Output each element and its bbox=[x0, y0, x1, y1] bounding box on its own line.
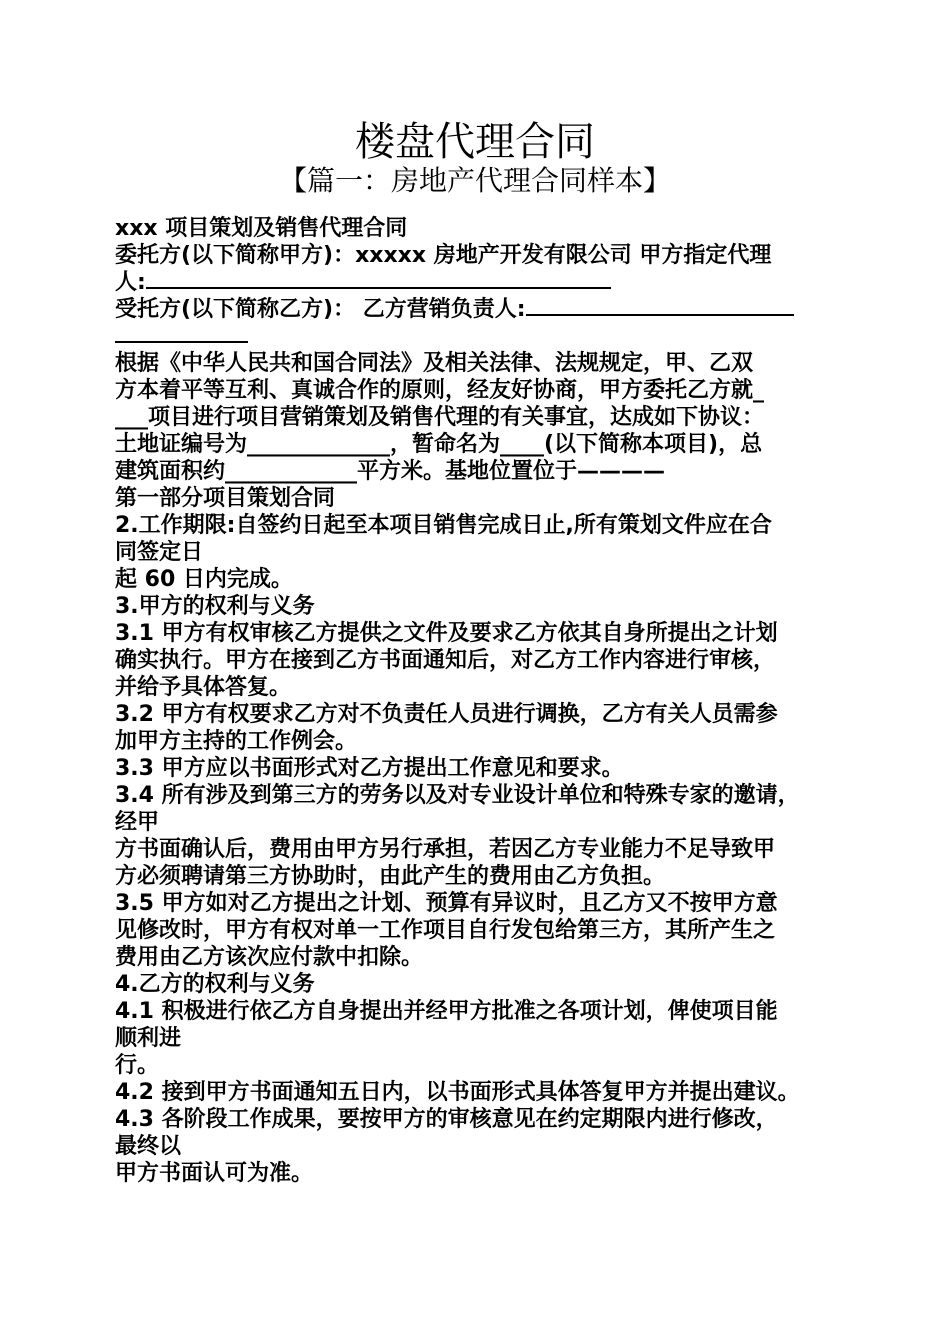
body-line: 委托方(以下简称甲方)：xxxxx 房地产开发有限公司 甲方指定代理 bbox=[115, 243, 772, 268]
body-line: 行。 bbox=[115, 1053, 160, 1078]
section-heading: 3.甲方的权利与义务 bbox=[115, 594, 315, 619]
body-line: 方本着平等互利、真诚合作的原则，经友好协商，甲方委托乙方就_ bbox=[115, 378, 765, 403]
body-line: 3.3 甲方应以书面形式对乙方提出工作意见和要求。 bbox=[115, 756, 624, 781]
body-line: 建筑面积约____________平方米。基地位置位于———— bbox=[115, 459, 666, 484]
section-heading: 4.乙方的权利与义务 bbox=[115, 972, 315, 997]
body-line: 受托方(以下简称乙方)： 乙方营销负责人: bbox=[115, 296, 855, 323]
body-line: 3.5 甲方如对乙方提出之计划、预算有异议时，且乙方又不按甲方意 bbox=[115, 891, 778, 916]
document-title: 楼盘代理合同 bbox=[355, 119, 595, 165]
body-line: 经甲 bbox=[115, 810, 160, 835]
blank-underline bbox=[146, 269, 611, 289]
body-line: 4.3 各阶段工作成果，要按甲方的审核意见在约定期限内进行修改， bbox=[115, 1107, 778, 1132]
body-line: 甲方书面认可为准。 bbox=[115, 1161, 314, 1186]
body-line: xxx 项目策划及销售代理合同 bbox=[115, 216, 408, 241]
body-line: 费用由乙方该次应付款中扣除。 bbox=[115, 945, 424, 970]
body-line: 见修改时，甲方有权对单一工作项目自行发包给第三方，其所产生之 bbox=[115, 918, 776, 943]
document-body bbox=[115, 215, 855, 1187]
body-line: ___项目进行项目营销策划及销售代理的有关事宜，达成如下协议： bbox=[115, 405, 765, 430]
body-line: 根据《中华人民共和国合同法》及相关法律、法规规定，甲、乙双 bbox=[115, 351, 754, 376]
body-line: 土地证编号为_____________，暂命名为____(以下简称本项目)，总 bbox=[115, 432, 763, 457]
body-line: 方书面确认后，费用由甲方另行承担，若因乙方专业能力不足导致甲 bbox=[115, 837, 776, 862]
blank-underline bbox=[115, 323, 248, 343]
body-line: 起 60 日内完成。 bbox=[115, 567, 293, 592]
body-line: 人: bbox=[115, 269, 855, 296]
body-line: 同签定日 bbox=[115, 540, 204, 565]
body-line: 4.2 接到甲方书面通知五日内，以书面形式具体答复甲方并提出建议。 bbox=[115, 1080, 800, 1105]
body-line bbox=[115, 323, 855, 350]
body-line: 2.工作期限:自签约日起至本项目销售完成日止,所有策划文件应在合 bbox=[115, 513, 772, 538]
body-line: 顺利进 bbox=[115, 1026, 182, 1051]
body-line: 确实执行。甲方在接到乙方书面通知后，对乙方工作内容进行审核， bbox=[115, 648, 776, 673]
body-line: 3.4 所有涉及到第三方的劳务以及对专业设计单位和特殊专家的邀请， bbox=[115, 783, 800, 808]
body-line: 加甲方主持的工作例会。 bbox=[115, 729, 358, 754]
body-line: 并给予具体答复。 bbox=[115, 675, 292, 700]
body-line: 最终以 bbox=[115, 1134, 182, 1159]
blank-underline bbox=[526, 296, 794, 316]
body-line: 3.1 甲方有权审核乙方提供之文件及要求乙方依其自身所提出之计划 bbox=[115, 621, 778, 646]
body-line: 方必须聘请第三方协助时，由此产生的费用由乙方负担。 bbox=[115, 864, 666, 889]
body-line: 3.2 甲方有权要求乙方对不负责任人员进行调换，乙方有关人员需参 bbox=[115, 702, 778, 727]
body-line: 4.1 积极进行依乙方自身提出并经甲方批准之各项计划，俾使项目能 bbox=[115, 999, 778, 1024]
document-subtitle: 【篇一：房地产代理合同样本】 bbox=[278, 164, 671, 197]
section-heading: 第一部分项目策划合同 bbox=[115, 486, 336, 511]
